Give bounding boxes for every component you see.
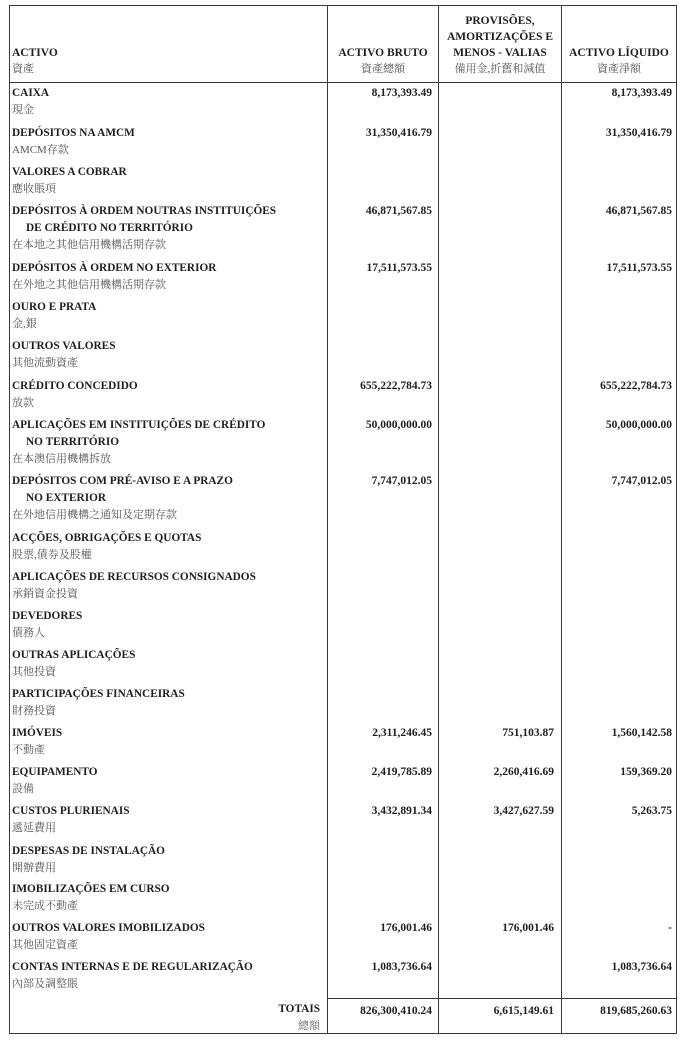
cell-activo-bruto: 176,001.46 (380, 922, 432, 934)
header-liquido-zh: 資產淨額 (597, 63, 641, 75)
row-label-pt: CAIXA (12, 87, 50, 99)
row-label-zh: 應收賬項 (12, 183, 56, 196)
cell-activo-bruto: 3,432,891.34 (371, 805, 432, 817)
row-label-zh: 在本地之其他信用機構活期存款 (12, 239, 166, 252)
row-label-zh: 遞延費用 (12, 822, 56, 835)
row-label (12, 686, 322, 720)
column-divider (561, 6, 562, 1033)
column-divider (438, 6, 439, 1033)
totals-label (278, 1001, 320, 1035)
cell-activo-bruto: 46,871,567.85 (365, 205, 432, 217)
total-provisoes: 6,615,149.61 (493, 1005, 554, 1017)
row-label (12, 608, 322, 642)
row-label-zh: 其他流動資產 (12, 357, 78, 370)
row-label (12, 85, 322, 119)
row-label (12, 530, 322, 564)
total-activo-liquido: 819,685,260.63 (600, 1005, 672, 1017)
cell-activo-bruto: 2,419,785.89 (371, 766, 432, 778)
row-label-zh: 放款 (12, 397, 34, 410)
row-label-pt-cont: DE CRÉDITO NO TERRITÓRIO (26, 222, 193, 235)
row-label-pt: CRÉDITO CONCEDIDO (12, 380, 138, 392)
row-label-pt: DEPÓSITOS NA AMCM (12, 127, 135, 139)
total-activo-bruto: 826,300,410.24 (360, 1005, 432, 1017)
row-label-pt: VALORES A COBRAR (12, 166, 127, 178)
balance-sheet-table (9, 5, 677, 1034)
header-activo (12, 6, 322, 83)
row-label-pt: ACÇÕES, OBRIGAÇÕES E QUOTAS (12, 532, 202, 544)
row-label-pt: PARTICIPAÇÕES FINANCEIRAS (12, 688, 185, 700)
row-label (12, 569, 322, 603)
row-label-pt: CUSTOS PLURIENAIS (12, 805, 130, 817)
row-label-zh: 在外地之其他信用機構活期存款 (12, 279, 166, 292)
header-bruto-zh: 資產總額 (361, 63, 405, 75)
row-label-zh: 在本澳信用機構拆放 (12, 453, 111, 466)
row-label (12, 125, 322, 159)
row-label-pt: DEPÓSITOS COM PRÉ-AVISO E A PRAZO (12, 475, 233, 487)
row-label (12, 338, 322, 372)
cell-activo-liquido: 17,511,573.55 (606, 262, 672, 274)
row-label-zh: 金,銀 (12, 318, 37, 331)
row-label-pt: IMOBILIZAÇÕES EM CURSO (12, 883, 170, 895)
cell-activo-bruto: 17,511,573.55 (366, 262, 432, 274)
header-bruto-pt: ACTIVO BRUTO (338, 47, 428, 59)
header-activo-liquido (562, 6, 676, 83)
header-provisoes (439, 6, 561, 83)
row-label-zh: 內部及調整賬 (12, 978, 78, 991)
header-activo-bruto (328, 6, 438, 83)
header-provisoes-zh: 備用金,折舊和減值 (454, 63, 546, 75)
row-label-zh: 財務投資 (12, 705, 56, 718)
cell-provisoes: 751,103.87 (502, 727, 554, 739)
row-label-pt: OURO E PRATA (12, 301, 97, 313)
row-label-pt: DEVEDORES (12, 610, 83, 622)
cell-activo-liquido: 7,747,012.05 (611, 475, 672, 487)
row-label-zh: 開辦費用 (12, 862, 56, 875)
header-activo-pt: ACTIVO (12, 47, 58, 59)
row-label-zh: 其他投資 (12, 666, 56, 679)
row-label-zh: 承銷資金投資 (12, 588, 78, 601)
row-label-pt-cont: NO EXTERIOR (26, 492, 107, 505)
row-label-zh: AMCM存款 (12, 144, 69, 157)
cell-activo-liquido: 50,000,000.00 (605, 419, 672, 431)
cell-activo-liquido: 5,263.75 (631, 805, 672, 817)
cell-activo-bruto: 50,000,000.00 (365, 419, 432, 431)
row-label (12, 299, 322, 333)
row-label-pt: IMÓVEIS (12, 727, 63, 739)
cell-activo-liquido: 46,871,567.85 (605, 205, 672, 217)
row-label-pt: CONTAS INTERNAS E DE REGULARIZAÇÃO (12, 961, 253, 973)
cell-provisoes: 176,001.46 (502, 922, 554, 934)
row-label (12, 725, 322, 759)
header-provisoes-line2: AMORTIZAÇÕES E (447, 31, 553, 43)
row-label-pt: EQUIPAMENTO (12, 766, 98, 778)
cell-activo-bruto: 8,173,393.49 (371, 87, 432, 99)
row-label-zh: 其他固定資產 (12, 939, 78, 952)
cell-activo-bruto: 1,083,736.64 (371, 961, 432, 973)
row-label (12, 920, 322, 954)
cell-activo-bruto: 31,350,416.79 (365, 127, 432, 139)
row-label-pt: APLICAÇÕES DE RECURSOS CONSIGNADOS (12, 571, 256, 583)
row-label-pt: DEPÓSITOS À ORDEM NO EXTERIOR (12, 262, 217, 274)
row-label (12, 378, 322, 412)
row-label-zh: 設備 (12, 783, 34, 796)
row-label-pt: DEPÓSITOS À ORDEM NOUTRAS INSTITUIÇÕES (12, 205, 277, 217)
row-label-pt-cont: NO TERRITÓRIO (26, 436, 120, 449)
row-label (12, 647, 322, 681)
cell-activo-liquido: - (668, 922, 672, 934)
cell-activo-liquido: 159,369.20 (620, 766, 672, 778)
row-label (12, 803, 322, 837)
row-label-zh: 未完成不動產 (12, 900, 78, 913)
row-label (12, 959, 322, 993)
cell-provisoes: 2,260,416.69 (493, 766, 554, 778)
totals-label-pt: TOTAIS (278, 1003, 320, 1015)
totals-divider (327, 998, 676, 999)
row-label-zh: 在外地信用機構之通知及定期存款 (12, 509, 177, 522)
cell-activo-liquido: 31,350,416.79 (605, 127, 672, 139)
row-label-zh: 債務人 (12, 627, 45, 640)
header-liquido-pt: ACTIVO LÍQUIDO (569, 47, 669, 59)
cell-activo-bruto: 7,747,012.05 (371, 475, 432, 487)
row-label-pt: OUTRAS APLICAÇÕES (12, 649, 136, 661)
cell-activo-bruto: 655,222,784.73 (360, 380, 432, 392)
row-label-pt: OUTROS VALORES (12, 340, 116, 352)
row-label-zh: 現金 (12, 104, 34, 117)
row-label-zh: 不動產 (12, 744, 45, 757)
cell-activo-liquido: 8,173,393.49 (611, 87, 672, 99)
row-label-pt: OUTROS VALORES IMOBILIZADOS (12, 922, 205, 934)
header-provisoes-line3: MENOS - VALIAS (453, 47, 547, 59)
row-label-pt: DESPESAS DE INSTALAÇÃO (12, 845, 165, 857)
row-label (12, 417, 322, 469)
cell-activo-bruto: 2,311,246.45 (372, 727, 432, 739)
header-provisoes-line1: PROVISÕES, (465, 15, 535, 27)
row-label (12, 843, 322, 877)
cell-activo-liquido: 1,083,736.64 (611, 961, 672, 973)
row-label (12, 473, 322, 525)
row-label (12, 881, 322, 915)
cell-provisoes: 3,427,627.59 (493, 805, 554, 817)
row-label (12, 764, 322, 798)
totals-label-zh: 總額 (298, 1020, 320, 1032)
row-label (12, 164, 322, 198)
row-label-pt: APLICAÇÕES EM INSTITUIÇÕES DE CRÉDITO (12, 419, 266, 431)
cell-activo-liquido: 1,560,142.58 (611, 727, 672, 739)
row-label (12, 260, 322, 294)
row-label-zh: 股票,債券及股權 (12, 549, 92, 562)
header-activo-zh: 資產 (12, 63, 34, 75)
column-divider (327, 6, 328, 1033)
cell-activo-liquido: 655,222,784.73 (600, 380, 672, 392)
row-label (12, 203, 322, 255)
